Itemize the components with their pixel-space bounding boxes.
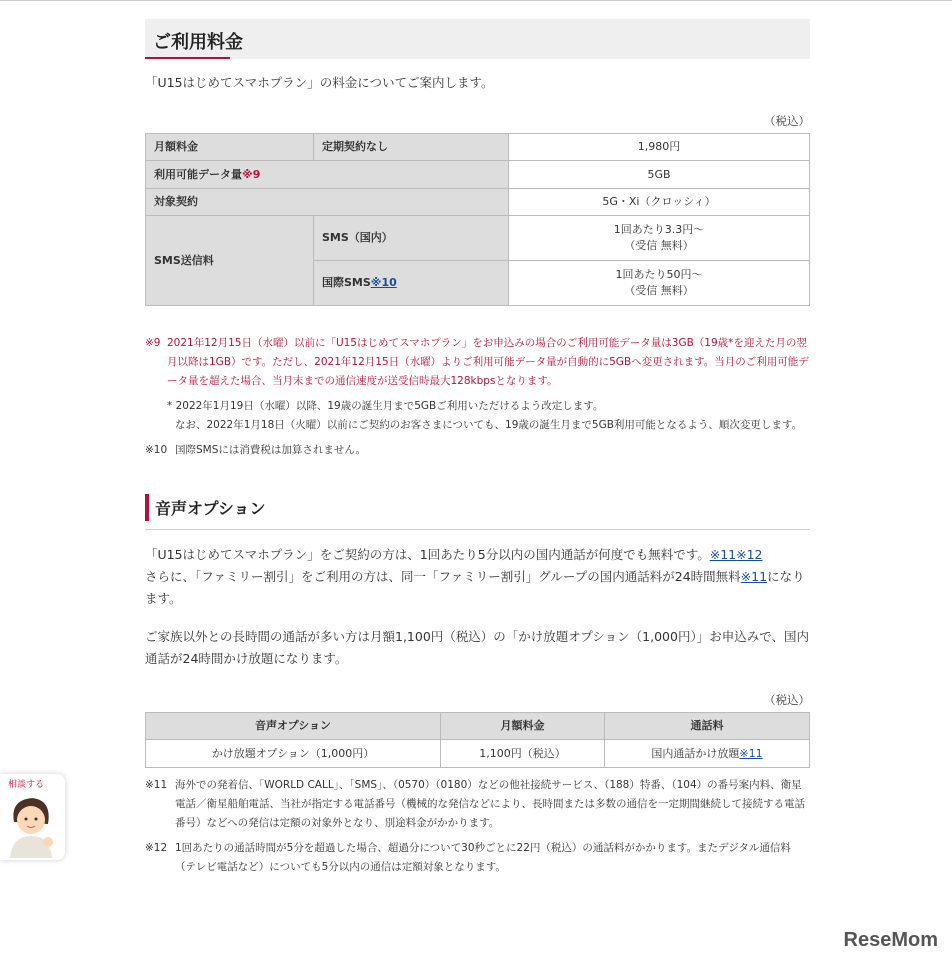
text: になります。 <box>145 569 805 606</box>
voice-para-2: ご家族以外との長時間の通話が多い方は月額1,100円（税込）の「かけ放題オプション（1,000円）」お申込みで、国内通話が24時間かけ放題になります。 <box>145 629 809 666</box>
row-header: SMS送信料 <box>146 216 314 306</box>
row-header: 対象契約 <box>146 189 509 216</box>
row-header <box>314 261 509 306</box>
cell: 1,100円（税込） <box>441 740 605 768</box>
ref-link[interactable]: ※11 <box>739 746 763 760</box>
tax-note: （税込） <box>764 114 810 128</box>
cell: 5G・Xi（クロッシィ） <box>509 189 810 216</box>
col-header: 月額料金 <box>441 713 605 740</box>
note-key: ※12 <box>145 842 168 854</box>
value: 1回あたり50円～ <box>615 268 703 281</box>
row-header <box>146 161 509 189</box>
row-header: 月額料金 <box>146 134 314 161</box>
note-key: ※9 <box>145 337 161 349</box>
note-11 <box>145 776 810 833</box>
content <box>145 19 810 877</box>
row-header: SMS（国内） <box>314 216 509 261</box>
cell: 5GB <box>509 161 810 189</box>
col-header: 通話料 <box>605 713 810 740</box>
ref-link[interactable]: ※10 <box>370 276 397 289</box>
cell <box>509 216 810 261</box>
cell: かけ放題オプション（1,000円） <box>146 740 441 768</box>
cell <box>605 740 810 768</box>
note-12 <box>145 839 810 877</box>
value: 1回あたり3.3円～ <box>613 223 705 236</box>
note-key: ※10 <box>145 444 168 456</box>
section-title-fees: ご利用料金 <box>145 19 810 59</box>
resemom-logo: ReseMom <box>843 929 938 951</box>
ref-link[interactable]: ※12 <box>736 547 763 562</box>
ref-link[interactable]: ※11 <box>740 569 768 584</box>
assistant-avatar-icon <box>4 792 59 858</box>
cell <box>509 261 810 306</box>
note-text: 1回あたりの通話時間が5分を超過した場合、超過分について30秒ごとに22円（税込）の通話料がかかります。またデジタル通信料（テレビ電話など）についても5分以内の通信は定額対象となります。 <box>175 842 791 873</box>
note-sub: * 2022年1月19日（水曜）以降、19歳の誕生月まで5GBご利用いただけるよう改定します。 <box>167 400 604 412</box>
section-title-voice: 音声オプション <box>145 494 810 521</box>
value: （受信 無料） <box>624 284 694 297</box>
fees-lead: 「U15はじめてスマホプラン」の料金についてご案内します。 <box>145 75 494 90</box>
text: さらに、「ファミリー割引」をご利用の方は、同一「ファミリー割引」グループの国内通話料が24時間無料 <box>145 569 741 584</box>
note-text: 2021年12月15日（水曜）以前に「U15はじめてスマホプラン」をお申込みの場合のご利用可能データ量は3GB（19歳*を迎えた月の翌月以降は1GB）です。ただし、2021年12月15日（水曜）よりご利用可能データ量が自動的に5GBへ変更されます。当月のご利用可能データ量を超えた場合、当月末までの通信速度が送受信時最大128kbpsとなります。 <box>167 337 809 387</box>
tax-note: （税込） <box>764 693 810 707</box>
note-text: 海外での発着信、「WORLD CALL」、「SMS」、（0570）（0180）などの他社接続サービス、（188）特番、（104）の番号案内料、衛星電話／衛星船舶電話、当社が指定する電話番号（機械的な発信などにより、長時間または多数の通信を一定期間継続して接続する電話番号）などへの発信は定額の対象外となり、別途料金がかかります。 <box>175 779 805 829</box>
divider <box>145 529 810 530</box>
col-header: 音声オプション <box>146 713 441 740</box>
note-key: ※11 <box>145 779 168 791</box>
cell: 1,980円 <box>509 134 810 161</box>
voice-para-1 <box>145 544 810 610</box>
note-10 <box>145 441 810 460</box>
fees-table <box>145 133 810 306</box>
chat-widget[interactable] <box>0 774 65 860</box>
text: 「U15はじめてスマホプラン」をご契約の方は、1回あたり5分以内の国内通話が何度でも無料です。 <box>145 547 710 562</box>
ref: ※9 <box>242 167 261 181</box>
ref-link[interactable]: ※11 <box>709 547 737 562</box>
voice-table <box>145 712 810 768</box>
note-9 <box>145 334 810 435</box>
note-sub: なお、2022年1月18日（火曜）以前にご契約のお客さまについても、19歳の誕生月まで5GB利用可能となるよう、順次変更します。 <box>175 419 803 431</box>
value: （受信 無料） <box>624 239 694 252</box>
label: 利用可能データ量 <box>154 167 242 181</box>
chat-label[interactable]: 相談する <box>8 780 45 790</box>
value: 国内通話かけ放題 <box>651 746 740 760</box>
label: 国際SMS <box>322 276 371 289</box>
note-text: 国際SMSには消費税は加算されません。 <box>175 444 367 456</box>
row-header: 定期契約なし <box>314 134 509 161</box>
